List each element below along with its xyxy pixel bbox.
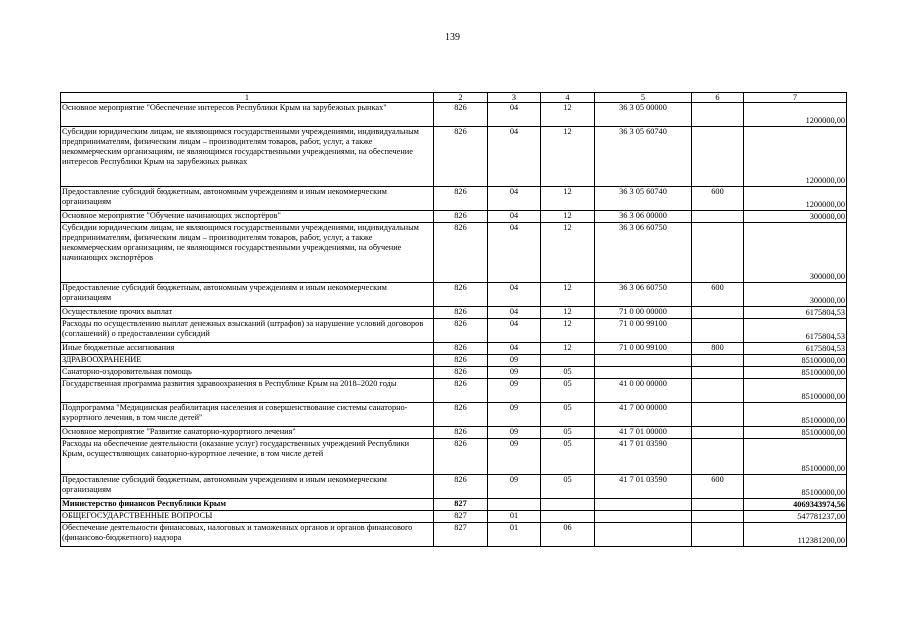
code-cell-6 [692, 511, 744, 523]
table-row [61, 403, 847, 427]
code-cell-5: 71 0 00 99100 [595, 319, 692, 343]
row-name-cell: Осуществление прочих выплат [61, 307, 434, 319]
code-cell-4: 12 [541, 343, 595, 355]
code-cell-3: 04 [488, 211, 541, 223]
code-cell-6 [692, 403, 744, 427]
code-cell-5 [595, 523, 692, 547]
code-cell-2: 826 [434, 367, 488, 379]
code-cell-6 [692, 307, 744, 319]
code-cell-4: 12 [541, 103, 595, 127]
row-name-cell: Субсидии юридическим лицам, не являющимся государственными учреждениями, индивидуальным предпринимателям, физическим лицам – производителям товаров, работ, услуг, а также некоммерческим организациям, не являющимся государственными учреждениями, на обеспечение интересов Республики Крым на зарубежных рынках [61, 127, 434, 187]
amount-cell: 547781237,00 [744, 511, 847, 523]
code-cell-6 [692, 223, 744, 283]
table-row [61, 223, 847, 283]
amount-cell: 1200000,00 [744, 103, 847, 127]
table-row [61, 307, 847, 319]
code-cell-4: 05 [541, 427, 595, 439]
table-row [61, 127, 847, 187]
header-cell: 5 [595, 93, 692, 103]
code-cell-2: 826 [434, 103, 488, 127]
row-name-cell: Основное мероприятие "Обучение начинающих экспортёров" [61, 211, 434, 223]
code-cell-6: 600 [692, 475, 744, 499]
code-cell-5: 36 3 06 00000 [595, 211, 692, 223]
code-cell-6 [692, 211, 744, 223]
table-row [61, 187, 847, 211]
table-row [61, 427, 847, 439]
table-row [61, 319, 847, 343]
code-cell-5: 41 7 01 03590 [595, 439, 692, 475]
code-cell-3: 09 [488, 427, 541, 439]
code-cell-6: 800 [692, 343, 744, 355]
code-cell-4: 05 [541, 367, 595, 379]
amount-cell: 85100000,00 [744, 367, 847, 379]
header-cell: 6 [692, 93, 744, 103]
row-name-cell: Подпрограмма "Медицинская реабилитация населения и совершенствование системы санаторно-курортного лечения, в том числе детей" [61, 403, 434, 427]
code-cell-2: 827 [434, 523, 488, 547]
row-name-cell: Иные бюджетные ассигнования [61, 343, 434, 355]
code-cell-4: 12 [541, 211, 595, 223]
code-cell-3: 04 [488, 307, 541, 319]
table-row [61, 103, 847, 127]
code-cell-4 [541, 511, 595, 523]
code-cell-2: 826 [434, 343, 488, 355]
code-cell-3: 04 [488, 127, 541, 187]
code-cell-3: 04 [488, 283, 541, 307]
code-cell-6 [692, 355, 744, 367]
amount-cell: 300000,00 [744, 283, 847, 307]
row-name-cell: Основное мероприятие "Развитие санаторно-курортного лечения" [61, 427, 434, 439]
header-cell: 4 [541, 93, 595, 103]
code-cell-5 [595, 499, 692, 511]
code-cell-6 [692, 499, 744, 511]
code-cell-2: 826 [434, 283, 488, 307]
code-cell-4: 05 [541, 403, 595, 427]
row-name-cell: Расходы на обеспечение деятельности (оказание услуг) государственных учреждений Республики Крым, осуществляющих санаторно-курортное лечение, в том числе детей [61, 439, 434, 475]
code-cell-5: 71 0 00 00000 [595, 307, 692, 319]
code-cell-2: 826 [434, 307, 488, 319]
code-cell-2: 826 [434, 319, 488, 343]
code-cell-5: 36 3 06 60750 [595, 283, 692, 307]
code-cell-4: 05 [541, 439, 595, 475]
code-cell-2: 826 [434, 475, 488, 499]
code-cell-5: 36 3 05 60740 [595, 127, 692, 187]
code-cell-5: 41 7 01 03590 [595, 475, 692, 499]
code-cell-2: 827 [434, 511, 488, 523]
header-cell: 7 [744, 93, 847, 103]
code-cell-4: 12 [541, 187, 595, 211]
table-row [61, 475, 847, 499]
code-cell-4: 05 [541, 379, 595, 403]
code-cell-3: 04 [488, 319, 541, 343]
code-cell-3: 09 [488, 475, 541, 499]
code-cell-2: 826 [434, 211, 488, 223]
amount-cell: 112381200,00 [744, 523, 847, 547]
row-name-cell: Обеспечение деятельности финансовых, налоговых и таможенных органов и органов финансового (финансово-бюджетного) надзора [61, 523, 434, 547]
code-cell-2: 826 [434, 223, 488, 283]
code-cell-4: 12 [541, 223, 595, 283]
code-cell-3: 09 [488, 367, 541, 379]
code-cell-5: 41 0 00 00000 [595, 379, 692, 403]
table-row [61, 367, 847, 379]
row-name-cell: Предоставление субсидий бюджетным, автономным учреждениям и иным некоммерческим организациям [61, 187, 434, 211]
table-row [61, 355, 847, 367]
code-cell-3: 04 [488, 223, 541, 283]
code-cell-5: 41 7 01 00000 [595, 427, 692, 439]
code-cell-2: 826 [434, 187, 488, 211]
code-cell-4: 12 [541, 319, 595, 343]
amount-cell: 300000,00 [744, 211, 847, 223]
amount-cell: 85100000,00 [744, 355, 847, 367]
table-row [61, 283, 847, 307]
code-cell-4: 12 [541, 307, 595, 319]
table-row [61, 523, 847, 547]
code-cell-6 [692, 127, 744, 187]
table-row [61, 343, 847, 355]
code-cell-5 [595, 355, 692, 367]
table-row [61, 499, 847, 511]
amount-cell: 85100000,00 [744, 475, 847, 499]
code-cell-6: 600 [692, 187, 744, 211]
code-cell-2: 826 [434, 439, 488, 475]
code-cell-4: 12 [541, 127, 595, 187]
amount-cell: 6175804,53 [744, 319, 847, 343]
code-cell-5 [595, 367, 692, 379]
code-cell-3: 01 [488, 523, 541, 547]
row-name-cell: Государственная программа развития здравоохранения в Республике Крым на 2018–2020 годы [61, 379, 434, 403]
code-cell-5: 36 3 06 60750 [595, 223, 692, 283]
code-cell-5: 36 3 05 00000 [595, 103, 692, 127]
code-cell-6 [692, 367, 744, 379]
code-cell-3: 09 [488, 439, 541, 475]
code-cell-6 [692, 439, 744, 475]
header-cell: 3 [488, 93, 541, 103]
code-cell-5: 41 7 00 00000 [595, 403, 692, 427]
amount-cell: 1200000,00 [744, 187, 847, 211]
code-cell-6 [692, 427, 744, 439]
budget-table [60, 92, 847, 547]
row-name-cell: Министерство финансов Республики Крым [61, 499, 434, 511]
row-name-cell: Санаторно-оздоровительная помощь [61, 367, 434, 379]
row-name-cell: Расходы по осуществлению выплат денежных взысканий (штрафов) за нарушение условий договоров (соглашений) о предоставлении субсидий [61, 319, 434, 343]
amount-cell: 85100000,00 [744, 403, 847, 427]
row-name-cell: Предоставление субсидий бюджетным, автономным учреждениям и иным некоммерческим организациям [61, 283, 434, 307]
code-cell-2: 826 [434, 355, 488, 367]
row-name-cell: ЗДРАВООХРАНЕНИЕ [61, 355, 434, 367]
code-cell-5: 36 3 05 60740 [595, 187, 692, 211]
code-cell-4 [541, 499, 595, 511]
code-cell-2: 827 [434, 499, 488, 511]
table-row [61, 211, 847, 223]
header-row [61, 93, 847, 103]
code-cell-4: 12 [541, 283, 595, 307]
code-cell-2: 826 [434, 127, 488, 187]
code-cell-3: 09 [488, 403, 541, 427]
code-cell-3 [488, 499, 541, 511]
amount-cell: 300000,00 [744, 223, 847, 283]
amount-cell: 6175804,53 [744, 307, 847, 319]
row-name-cell: Основное мероприятие "Обеспечение интересов Республики Крым на зарубежных рынках" [61, 103, 434, 127]
amount-cell: 4069343974,56 [744, 499, 847, 511]
page-number: 139 [445, 32, 460, 43]
code-cell-4 [541, 355, 595, 367]
row-name-cell: Предоставление субсидий бюджетным, автономным учреждениям и иным некоммерческим организациям [61, 475, 434, 499]
code-cell-6 [692, 103, 744, 127]
code-cell-6: 600 [692, 283, 744, 307]
amount-cell: 85100000,00 [744, 439, 847, 475]
code-cell-5 [595, 511, 692, 523]
header-cell: 2 [434, 93, 488, 103]
code-cell-6 [692, 319, 744, 343]
amount-cell: 1200000,00 [744, 127, 847, 187]
amount-cell: 6175804,53 [744, 343, 847, 355]
code-cell-4: 05 [541, 475, 595, 499]
row-name-cell: Субсидии юридическим лицам, не являющимся государственными учреждениями, индивидуальным предпринимателям, физическим лицам – производителям товаров, работ, услуг, а также некоммерческим организациям, не являющимся государственными учреждениями, на обучение начинающих экспортёров [61, 223, 434, 283]
code-cell-4: 06 [541, 523, 595, 547]
code-cell-5: 71 0 00 99100 [595, 343, 692, 355]
code-cell-3: 04 [488, 103, 541, 127]
code-cell-3: 04 [488, 187, 541, 211]
amount-cell: 85100000,00 [744, 427, 847, 439]
code-cell-6 [692, 379, 744, 403]
code-cell-3: 01 [488, 511, 541, 523]
code-cell-2: 826 [434, 379, 488, 403]
code-cell-2: 826 [434, 403, 488, 427]
amount-cell: 85100000,00 [744, 379, 847, 403]
row-name-cell: ОБЩЕГОСУДАРСТВЕННЫЕ ВОПРОСЫ [61, 511, 434, 523]
code-cell-3: 04 [488, 343, 541, 355]
code-cell-3: 09 [488, 355, 541, 367]
table-row [61, 511, 847, 523]
code-cell-6 [692, 523, 744, 547]
table-row [61, 379, 847, 403]
header-cell: 1 [61, 93, 434, 103]
code-cell-3: 09 [488, 379, 541, 403]
table-row [61, 439, 847, 475]
code-cell-2: 826 [434, 427, 488, 439]
